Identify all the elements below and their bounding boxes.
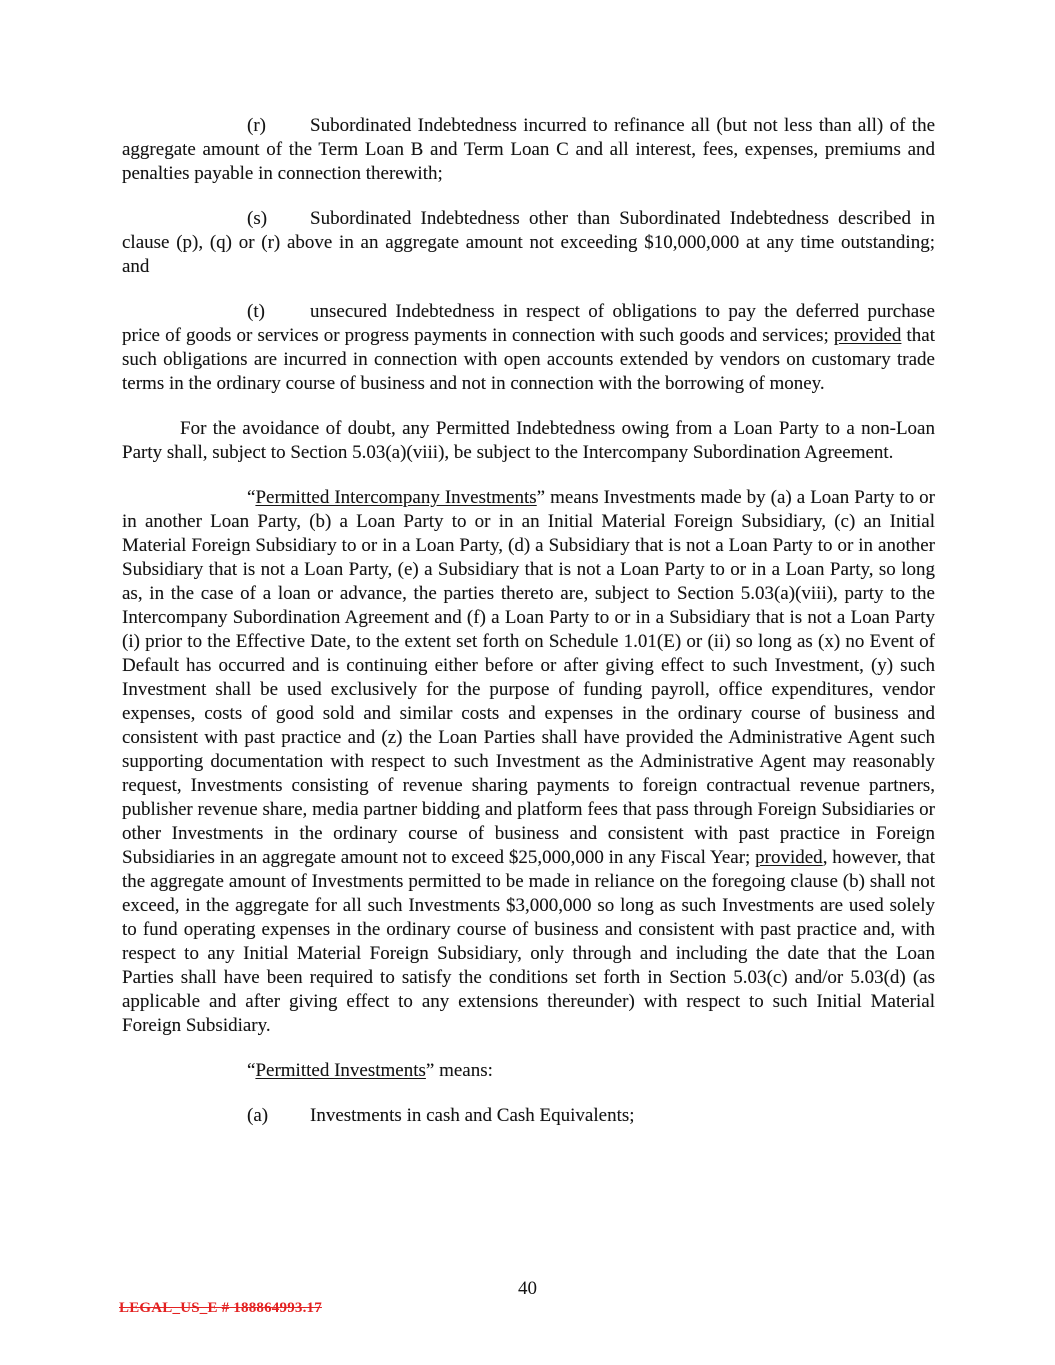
underlined-term: provided — [755, 847, 823, 868]
text-run: ” means Investments made by (a) a Loan Party to or in another Loan Party, (b) a Loan Party to or in an Initial Material Foreign Subsidiary, (c) an Initial Material Foreign Subsidiary to or in a Loan Party, (d) a Subsidiary that is not a Loan Party to or in another Subsidiary that is not a Loan Party, (e) a Subsidiary that is not a Loan Party to or in a Loan Party, so long as, in the case of a loan or advance, the parties thereto are, subject to Section 5.03(a)(viii), party to the Intercompany Subordination Agreement and (f) a Loan Party to or in a Subsidiary that is not a Loan Party (i) prior to the Effective Date, to the extent set forth on Schedule 1.01(E) or (ii) so long as (x) no Event of Default has occurred and is continuing either before or after giving effect to such Investment, (y) such Investment shall be used exclusively for the purpose of funding payroll, office expenditures, vendor expenses, costs of good sold and similar costs and expenses in the ordinary course of business and consistent with past practice and (z) the Loan Parties shall have provided the Administrative Agent such supporting documentation with respect to such Investment as the Administrative Agent may reasonably request, Investments consisting of revenue sharing payments to foreign contractual revenue partners, publisher revenue share, media partner bidding and platform fees that pass through Foreign Subsidiaries or other Investments in the ordinary course of business and consistent with past practice in Foreign Subsidiaries in an aggregate amount not to exceed $25,000,000 in any Fiscal Year; — [122, 487, 935, 868]
text-run: Investments in cash and Cash Equivalents; — [310, 1105, 635, 1126]
clause-label: (a) — [247, 1105, 269, 1126]
underlined-term: Permitted Intercompany Investments — [255, 487, 537, 508]
clause-label: (s) — [247, 208, 268, 229]
text-run: ” means: — [425, 1060, 493, 1081]
footer-doc-code: LEGAL_US_E # 188864993.17 — [119, 1300, 322, 1316]
text-run: Subordinated Indebtedness incurred to refinance all (but not less than all) of the aggregate amount of the Term Loan B and Term Loan C and all interest, fees, expenses, premiums and penalties payable in connection therewith; — [122, 115, 935, 184]
clause-paragraph — [122, 114, 935, 186]
clause-paragraph — [122, 300, 935, 396]
document-body — [122, 114, 935, 1128]
body-paragraph — [122, 486, 935, 1038]
text-run: , however, that the aggregate amount of Investments permitted to be made in reliance on the foregoing clause (b) shall not exceed, in the aggregate for all such Investments $3,000,000 so long as such Investments are used solely to fund operating expenses in the ordinary course of business and consistent with past practice and, with respect to any Initial Material Foreign Subsidiary, only through and including the date that the Loan Parties shall have been required to satisfy the conditions set forth in Section 5.03(c) and/or 5.03(d) (as applicable and after giving effect to any extensions thereunder) with respect to such Initial Material Foreign Subsidiary. — [122, 847, 935, 1036]
page-number: 40 — [518, 1278, 537, 1299]
text-run: “ — [247, 487, 256, 508]
text-run: that such obligations are incurred in connection with open accounts extended by vendors on customary trade terms in the ordinary course of business and not in connection with the borrowing of money. — [122, 325, 935, 394]
text-run: “ — [247, 1060, 256, 1081]
underlined-term: provided — [833, 325, 902, 346]
clause-label: (t) — [247, 301, 265, 322]
text-run: unsecured Indebtedness in respect of obligations to pay the deferred purchase price of goods or services or progress payments in connection with such goods and services; — [122, 301, 935, 346]
body-paragraph — [122, 417, 935, 465]
clause-paragraph — [122, 1104, 935, 1128]
text-run: Subordinated Indebtedness other than Subordinated Indebtedness described in clause (p), (q) or (r) above in an aggregate amount not exceeding $10,000,000 at any time outstanding; and — [122, 208, 935, 277]
body-paragraph — [122, 1059, 935, 1083]
clause-label: (r) — [247, 115, 266, 136]
clause-paragraph — [122, 207, 935, 279]
text-run: For the avoidance of doubt, any Permitted Indebtedness owing from a Loan Party to a non-Loan Party shall, subject to Section 5.03(a)(viii), be subject to the Intercompany Subordination Agreement. — [122, 418, 935, 463]
underlined-term: Permitted Investments — [255, 1060, 426, 1081]
